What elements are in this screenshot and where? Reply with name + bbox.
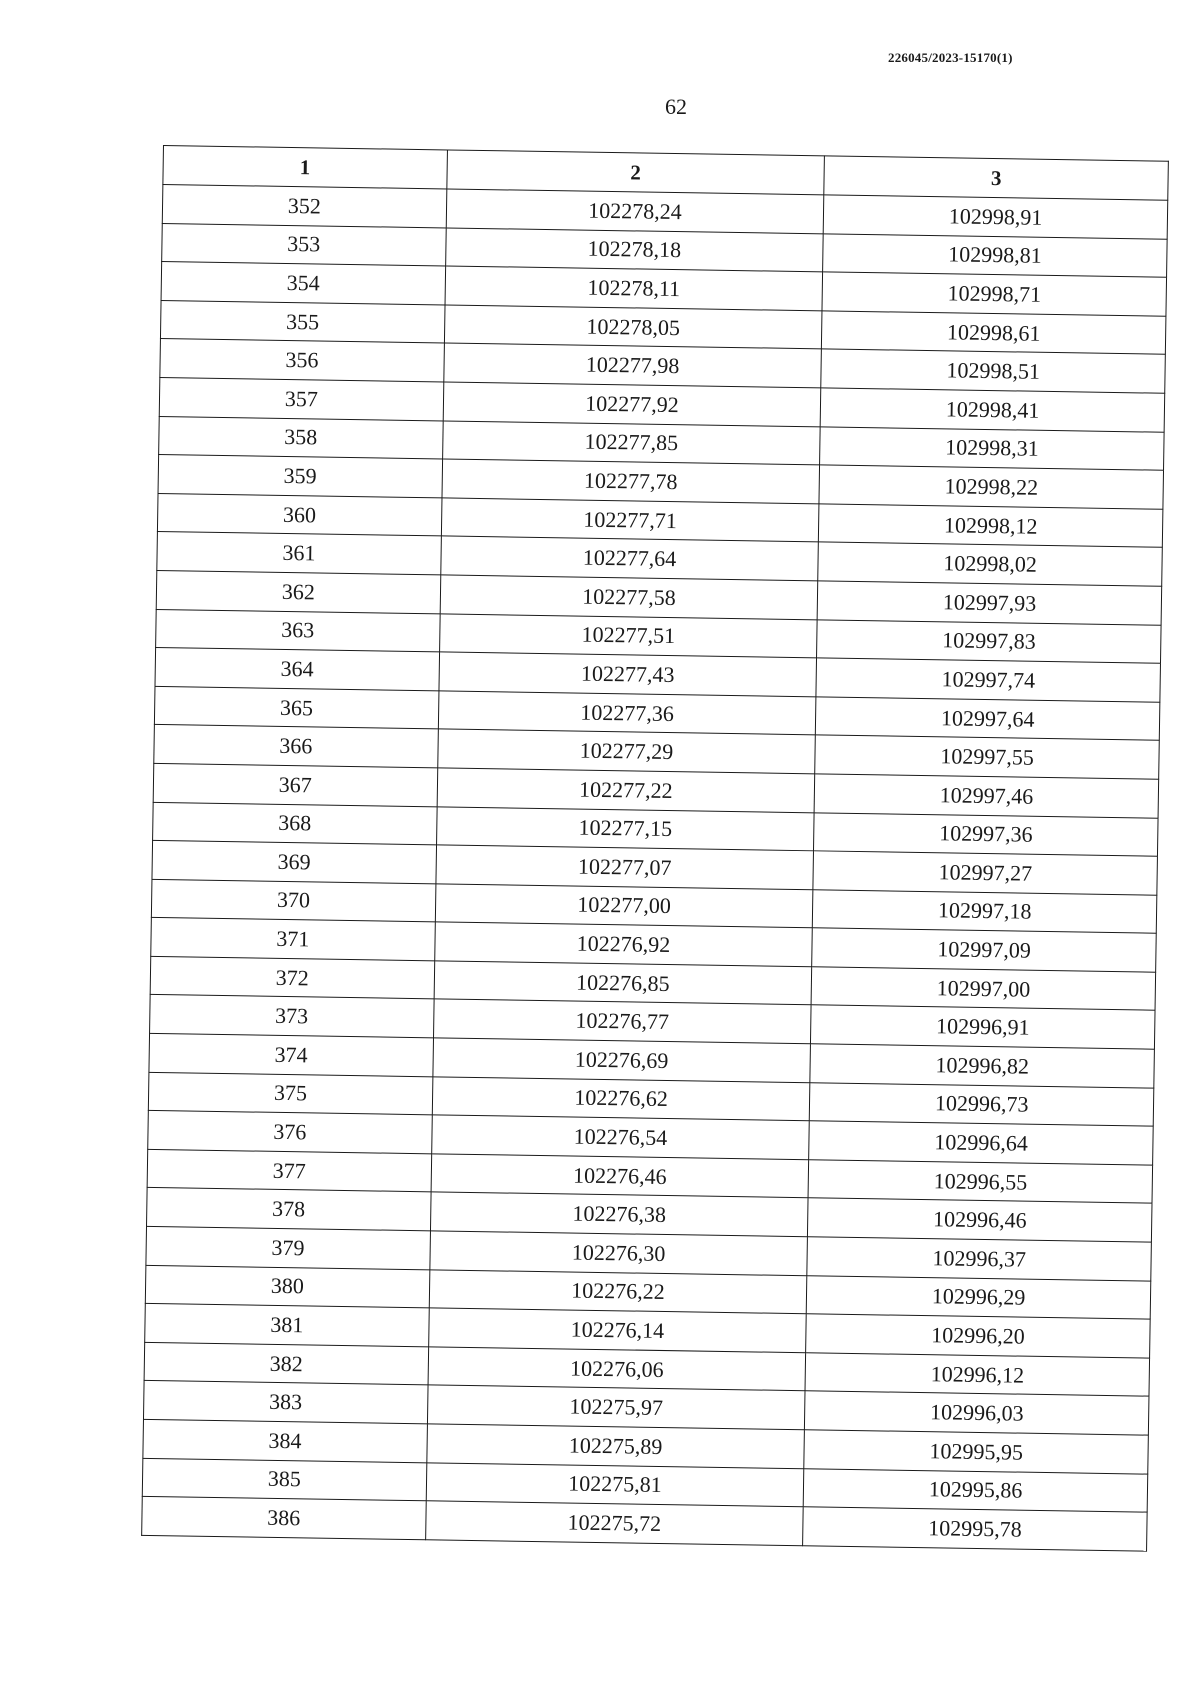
y-coordinate-cell: 102996,73 [810, 1082, 1154, 1126]
x-coordinate-cell: 102277,29 [437, 729, 815, 774]
y-coordinate-cell: 102996,46 [808, 1198, 1152, 1242]
point-number-cell: 375 [148, 1072, 432, 1115]
y-coordinate-cell: 102996,03 [805, 1391, 1149, 1435]
page-number: 62 [665, 94, 687, 119]
x-coordinate-cell: 102277,78 [442, 459, 820, 504]
point-number-cell: 353 [162, 223, 446, 266]
y-coordinate-cell: 102997,09 [812, 928, 1156, 972]
y-coordinate-cell: 102996,91 [811, 1005, 1155, 1049]
point-number-cell: 379 [146, 1226, 430, 1269]
point-number-cell: 381 [145, 1304, 429, 1347]
y-coordinate-cell: 102998,22 [819, 465, 1163, 509]
point-number-cell: 361 [157, 532, 441, 575]
x-coordinate-cell: 102278,05 [444, 305, 822, 350]
x-coordinate-cell: 102277,58 [440, 575, 818, 620]
point-number-cell: 354 [161, 262, 445, 305]
x-coordinate-cell: 102278,24 [446, 189, 824, 234]
x-coordinate-cell: 102276,85 [434, 961, 812, 1006]
x-coordinate-cell: 102275,81 [426, 1462, 804, 1507]
column-header: 2 [447, 150, 825, 195]
point-number-cell: 366 [154, 725, 438, 768]
point-number-cell: 374 [149, 1033, 433, 1076]
y-coordinate-cell: 102997,83 [817, 619, 1161, 663]
y-coordinate-cell: 102997,00 [811, 967, 1155, 1011]
x-coordinate-cell: 102277,64 [440, 536, 818, 581]
point-number-cell: 372 [150, 956, 434, 999]
y-coordinate-cell: 102996,55 [808, 1160, 1152, 1204]
x-coordinate-cell: 102276,14 [428, 1308, 806, 1353]
x-coordinate-cell: 102277,51 [439, 613, 817, 658]
x-coordinate-cell: 102276,06 [428, 1347, 806, 1392]
y-coordinate-cell: 102997,46 [814, 774, 1158, 818]
x-coordinate-cell: 102277,15 [436, 806, 814, 851]
y-coordinate-cell: 102998,91 [823, 195, 1167, 239]
document-id: 226045/2023-15170(1) [888, 50, 1013, 65]
point-number-cell: 377 [147, 1149, 431, 1192]
y-coordinate-cell: 102995,86 [803, 1468, 1147, 1512]
y-coordinate-cell: 102998,12 [819, 504, 1163, 548]
y-coordinate-cell: 102998,81 [823, 233, 1167, 277]
point-number-cell: 370 [151, 879, 435, 922]
table-body [142, 185, 1168, 1551]
point-number-cell: 355 [160, 300, 444, 343]
point-number-cell: 382 [144, 1342, 428, 1385]
y-coordinate-cell: 102998,31 [820, 426, 1164, 470]
y-coordinate-cell: 102997,27 [813, 851, 1157, 895]
point-number-cell: 368 [153, 802, 437, 845]
y-coordinate-cell: 102995,78 [803, 1507, 1147, 1551]
x-coordinate-cell: 102275,89 [427, 1424, 805, 1469]
point-number-cell: 352 [162, 185, 446, 228]
point-number-cell: 359 [158, 455, 442, 498]
y-coordinate-cell: 102998,02 [818, 542, 1162, 586]
x-coordinate-cell: 102276,77 [433, 999, 811, 1044]
point-number-cell: 384 [143, 1419, 427, 1462]
point-number-cell: 376 [148, 1111, 432, 1154]
y-coordinate-cell: 102998,41 [820, 388, 1164, 432]
x-coordinate-cell: 102276,38 [430, 1192, 808, 1237]
x-coordinate-cell: 102276,46 [431, 1154, 809, 1199]
x-coordinate-cell: 102277,22 [437, 768, 815, 813]
point-number-cell: 358 [159, 416, 443, 459]
column-header: 1 [163, 146, 447, 189]
y-coordinate-cell: 102997,93 [817, 581, 1161, 625]
y-coordinate-cell: 102997,36 [814, 812, 1158, 856]
x-coordinate-cell: 102277,85 [442, 420, 820, 465]
y-coordinate-cell: 102997,74 [816, 658, 1160, 702]
point-number-cell: 369 [152, 841, 436, 884]
x-coordinate-cell: 102277,71 [441, 498, 819, 543]
y-coordinate-cell: 102995,95 [804, 1430, 1148, 1474]
x-coordinate-cell: 102278,18 [445, 228, 823, 273]
y-coordinate-cell: 102996,20 [806, 1314, 1150, 1358]
point-number-cell: 386 [142, 1497, 426, 1540]
x-coordinate-cell: 102277,36 [438, 691, 816, 736]
y-coordinate-cell: 102998,71 [822, 272, 1166, 316]
x-coordinate-cell: 102277,07 [436, 845, 814, 890]
x-coordinate-cell: 102276,69 [433, 1038, 811, 1083]
point-number-cell: 362 [156, 570, 440, 613]
y-coordinate-cell: 102996,29 [807, 1275, 1151, 1319]
point-number-cell: 360 [157, 493, 441, 536]
point-number-cell: 378 [147, 1188, 431, 1231]
x-coordinate-cell: 102276,54 [431, 1115, 809, 1160]
point-number-cell: 383 [143, 1381, 427, 1424]
y-coordinate-cell: 102998,51 [821, 349, 1165, 393]
y-coordinate-cell: 102997,64 [816, 697, 1160, 741]
x-coordinate-cell: 102277,92 [443, 382, 821, 427]
x-coordinate-cell: 102276,22 [429, 1269, 807, 1314]
point-number-cell: 385 [142, 1458, 426, 1501]
y-coordinate-cell: 102998,61 [822, 311, 1166, 355]
y-coordinate-cell: 102997,18 [813, 889, 1157, 933]
point-number-cell: 373 [150, 995, 434, 1038]
x-coordinate-cell: 102276,62 [432, 1077, 810, 1122]
x-coordinate-cell: 102277,43 [439, 652, 817, 697]
x-coordinate-cell: 102275,97 [427, 1385, 805, 1430]
y-coordinate-cell: 102996,82 [810, 1044, 1154, 1088]
y-coordinate-cell: 102996,64 [809, 1121, 1153, 1165]
x-coordinate-cell: 102276,30 [430, 1231, 808, 1276]
y-coordinate-cell: 102996,37 [807, 1237, 1151, 1281]
x-coordinate-cell: 102276,92 [434, 922, 812, 967]
x-coordinate-cell: 102275,72 [425, 1501, 803, 1546]
point-number-cell: 365 [154, 686, 438, 729]
point-number-cell: 363 [156, 609, 440, 652]
y-coordinate-cell: 102996,12 [805, 1353, 1149, 1397]
column-header: 3 [824, 156, 1168, 200]
point-number-cell: 357 [159, 377, 443, 420]
x-coordinate-cell: 102277,00 [435, 884, 813, 929]
point-number-cell: 364 [155, 648, 439, 691]
point-number-cell: 367 [153, 763, 437, 806]
y-coordinate-cell: 102997,55 [815, 735, 1159, 779]
x-coordinate-cell: 102277,98 [443, 343, 821, 388]
point-number-cell: 356 [160, 339, 444, 382]
point-number-cell: 380 [145, 1265, 429, 1308]
point-number-cell: 371 [151, 918, 435, 961]
x-coordinate-cell: 102278,11 [445, 266, 823, 311]
coordinates-table [141, 145, 1169, 1551]
